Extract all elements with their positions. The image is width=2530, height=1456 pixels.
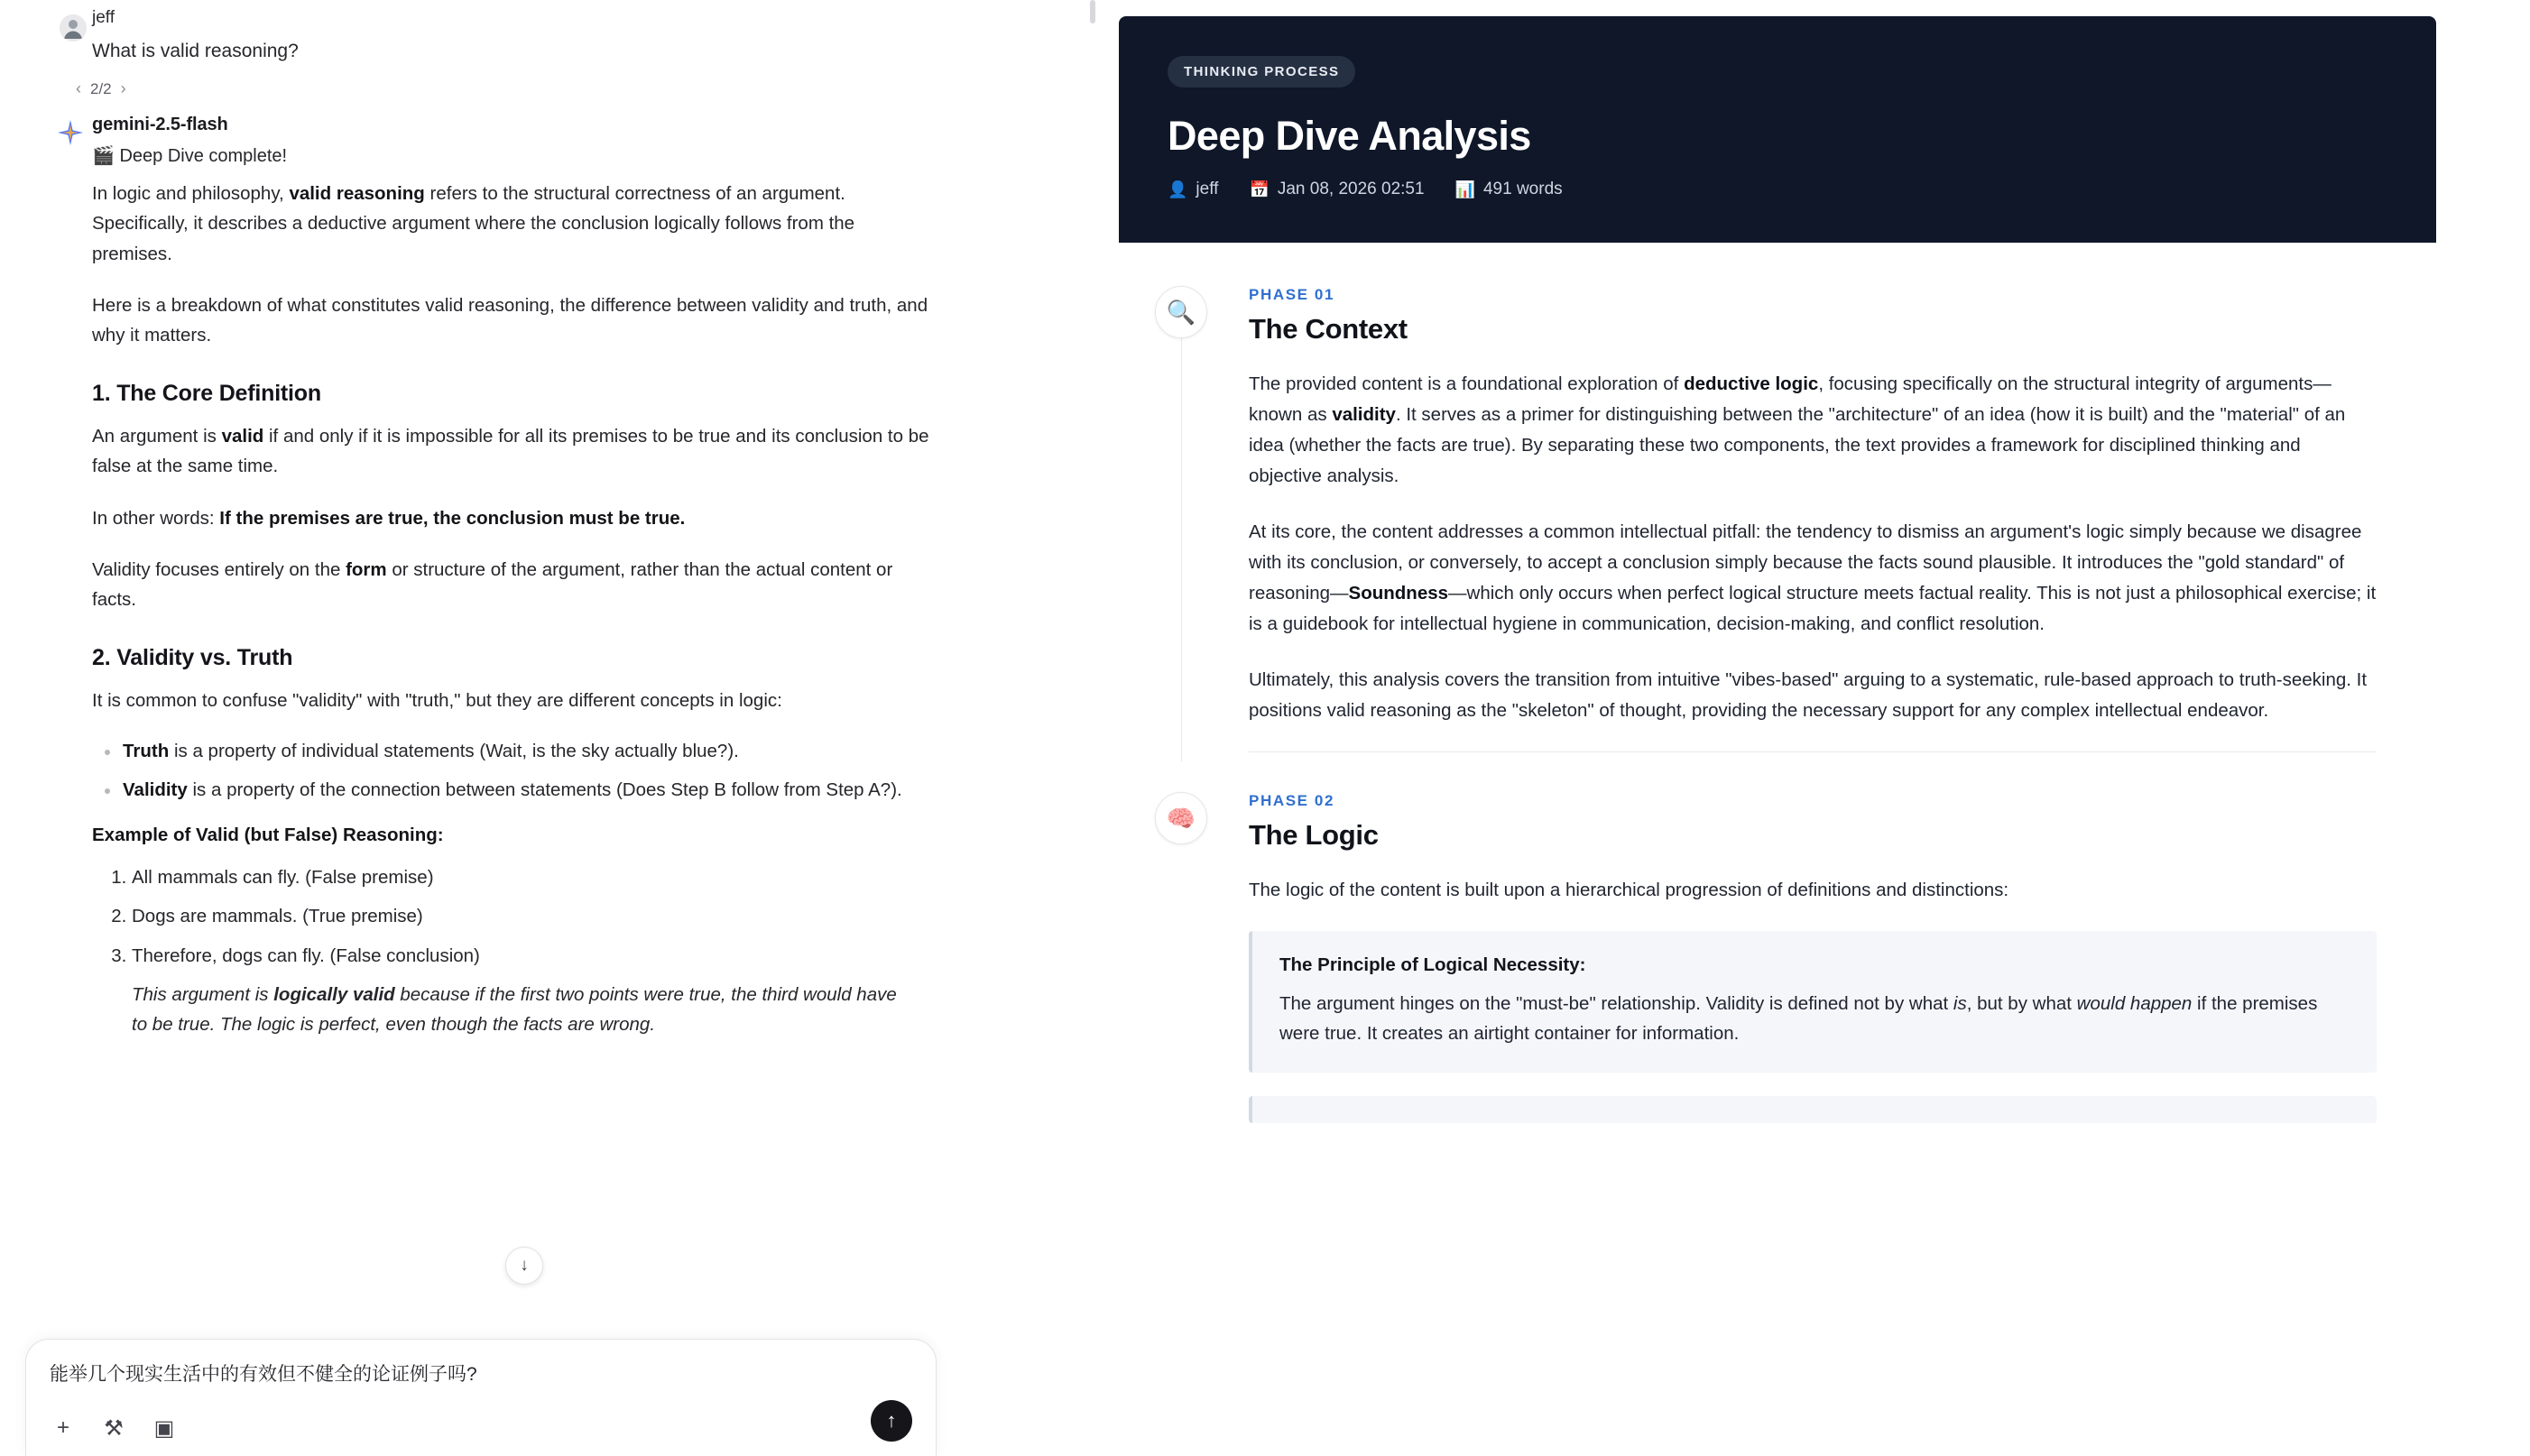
- p2s3: —which only occurs when perfect logical structure meets factual reality. This is not just a philosophical exercise; it is a guidebook for intellectual hygiene in communication, decision-making, and conflict resolution.: [1249, 583, 2377, 635]
- composer-toolbar: [50, 1415, 912, 1442]
- status-badge: THINKING PROCESS: [1168, 56, 1355, 88]
- user-name: jeff: [92, 8, 115, 27]
- user-message-text: What is valid reasoning?: [92, 40, 299, 61]
- p2s1: At its core, the content addresses a common intellectual pitfall: the tendency to dismiss an argument's logic simply because we disagree with its conclusion, or conversely, to accept a conclusion simply because the facts sound plausible. It introduces the "gold standard" of reasoning—: [1249, 521, 2362, 604]
- list-item: 2. Dogs are mammals. (True premise): [132, 901, 1043, 931]
- page-title: Deep Dive Analysis: [1168, 113, 1531, 159]
- artifact-body: [1119, 243, 2436, 1123]
- phase-title: The Logic: [1249, 819, 1379, 852]
- arrow-down-icon: ↓: [520, 1256, 529, 1275]
- meta-words-label: 491 words: [1482, 180, 1563, 198]
- list-item: [123, 737, 935, 767]
- send-button[interactable]: [871, 1400, 912, 1442]
- p1s4: validity: [1332, 404, 1396, 426]
- callout-text: [1279, 989, 2350, 1048]
- callout-title: The Principle of Logical Necessity:: [1279, 954, 1586, 976]
- brain-icon: 🧠: [1155, 792, 1207, 844]
- s1p1-post: if and only if it is impossible for all its premises to be true and its conclusion to be false at the same time.: [92, 426, 929, 477]
- p1s3: , focusing specifically on the structural integrity of arguments—known as: [1249, 373, 2331, 426]
- c5: if the premises were true. It creates an airtight container for information.: [1279, 993, 2318, 1045]
- phase-timeline-line: [1181, 338, 1182, 761]
- message-pager: [76, 79, 1043, 98]
- arrow-up-icon: ↑: [886, 1409, 897, 1432]
- meta-date: [1249, 180, 1424, 199]
- chat-scroll-area: [0, 0, 1097, 1456]
- list-item: [123, 776, 935, 806]
- para1-bold: valid reasoning: [289, 183, 425, 205]
- s1p3-bold: form: [346, 558, 387, 580]
- phase-kicker: PHASE 01: [1249, 286, 1335, 303]
- composer-container: [25, 1339, 937, 1456]
- section-2-heading: 2. Validity vs. Truth: [92, 645, 293, 671]
- s1p2-pre: In other words:: [92, 507, 220, 529]
- phase1-paragraph-2: [1249, 517, 2377, 640]
- calendar-icon: 📅: [1249, 180, 1270, 198]
- section-1-heading: 1. The Core Definition: [92, 381, 321, 407]
- assistant-paragraph-1: [92, 179, 931, 269]
- example-list: [92, 862, 1043, 971]
- artifact-pane: [1097, 0, 2530, 1456]
- meta-date-label: Jan 08, 2026 02:51: [1277, 180, 1425, 198]
- magnifier-icon: 🔍: [1155, 286, 1207, 338]
- phase1-paragraph-1: [1249, 369, 2377, 492]
- scroll-to-bottom-button[interactable]: [505, 1247, 543, 1285]
- assistant-paragraph-2: Here is a breakdown of what constitutes valid reasoning, the difference between validity and truth, and why it matters.: [92, 294, 928, 346]
- chat-pane: [0, 0, 1097, 1456]
- user-message: [36, 0, 1043, 65]
- phase-title: The Context: [1249, 313, 1408, 345]
- section-1-paragraph-1: [92, 421, 931, 481]
- model-name: gemini-2.5-flash: [92, 115, 228, 135]
- list-item: 1. All mammals can fly. (False premise): [132, 862, 1043, 892]
- gemini-sparkle-icon: [56, 118, 85, 147]
- phase1-paragraph-3: Ultimately, this analysis covers the transition from intuitive "vibes-based" arguing to a systematic, rule-based approach to truth-seeking. It positions valid reasoning as the "skeleton" of thought, providing the necessary support for any complex intellectual endeavor.: [1249, 669, 2368, 722]
- p2s2: Soundness: [1348, 583, 1449, 604]
- phase-section: [1155, 286, 2387, 752]
- pager-count: 2/2: [90, 79, 112, 97]
- bullet-1-bold: Truth: [123, 741, 170, 762]
- pager-prev-icon[interactable]: ‹: [76, 79, 81, 98]
- meta-author: [1168, 180, 1218, 199]
- bullet-2-bold: Validity: [123, 779, 188, 801]
- section-2-intro: It is common to confuse "validity" with "truth," but they are different concepts in logic:: [92, 690, 782, 712]
- plus-icon[interactable]: +: [56, 1415, 69, 1441]
- bullet-1-rest: is a property of individual statements (Wait, is the sky actually blue?).: [169, 741, 739, 762]
- s1p2-bold: If the premises are true, the conclusion must be true.: [219, 507, 686, 529]
- artifact-card: [1119, 16, 2436, 1132]
- example-note-bold: logically valid: [273, 983, 395, 1005]
- gallery-icon[interactable]: ▣: [153, 1415, 175, 1441]
- list-item: 3. Therefore, dogs can fly. (False conclusion): [132, 941, 1043, 971]
- phase-kicker: PHASE 02: [1249, 792, 1335, 810]
- meta-author-label: jeff: [1196, 180, 1219, 198]
- composer[interactable]: [25, 1339, 937, 1456]
- c4: would happen: [2076, 993, 2193, 1015]
- callout-box: [1249, 931, 2377, 1072]
- example-note-post: because if the first two points were true, the third would have to be true. The logic is perfect, even though the facts are wrong.: [132, 983, 897, 1036]
- pager-next-icon[interactable]: ›: [120, 79, 126, 98]
- deep-dive-status: 🎬 Deep Dive complete!: [92, 146, 288, 167]
- assistant-message: [36, 115, 1043, 1039]
- person-icon: 👤: [1168, 180, 1188, 198]
- p1s5: . It serves as a primer for distinguishing between the "architecture" of an idea (how it is built) and the "material" of an idea (whether the facts are true). By separating these two components, the text provides a framework for disciplined thinking and objective analysis.: [1249, 404, 2346, 487]
- p1s2: deductive logic: [1684, 373, 1819, 394]
- artifact-meta: [1168, 180, 2387, 199]
- chat-input[interactable]: 能举几个现实生活中的有效但不健全的论证例子吗?: [50, 1364, 477, 1385]
- section-1-paragraph-3: [92, 555, 931, 614]
- bullet-2-rest: is a property of the connection between statements (Does Step B follow from Step A?).: [187, 779, 902, 801]
- validity-truth-bullets: [92, 737, 1043, 806]
- example-heading: [92, 820, 931, 850]
- s1p1-pre: An argument is: [92, 426, 222, 447]
- phase-section: [1155, 792, 2387, 1122]
- s1p3-pre: Validity focuses entirely on the: [92, 558, 346, 580]
- example-note-pre: This argument is: [132, 983, 274, 1005]
- chart-icon: 📊: [1454, 180, 1475, 198]
- example-heading-text: Example of Valid (but False) Reasoning:: [92, 825, 444, 846]
- phase2-paragraph-1: The logic of the content is built upon a hierarchical progression of definitions and distinctions:: [1249, 880, 2009, 901]
- p1s1: The provided content is a foundational exploration of: [1249, 373, 1685, 394]
- para1-seg1: In logic and philosophy,: [92, 183, 290, 205]
- callout-box-next: [1249, 1096, 2377, 1123]
- s1p3-post: or structure of the argument, rather than the actual content or facts.: [92, 558, 893, 611]
- artifact-header: [1119, 16, 2436, 243]
- meta-words: [1455, 180, 1563, 199]
- section-divider: [1249, 751, 2377, 752]
- para1-seg2: refers to the structural correctness of an argument. Specifically, it describes a deductive argument where the conclusion logically follows from the premises.: [92, 183, 855, 264]
- tools-icon[interactable]: ⚒: [104, 1415, 124, 1441]
- c3: , but by what: [1966, 993, 2077, 1015]
- section-1-paragraph-2: [92, 503, 931, 533]
- s1p1-bold: valid: [221, 426, 264, 447]
- person-avatar-icon: [60, 14, 87, 41]
- c1: The argument hinges on the "must-be" relationship. Validity is defined not by what: [1279, 993, 1953, 1015]
- c2: is: [1953, 993, 1967, 1015]
- example-note: [132, 980, 908, 1039]
